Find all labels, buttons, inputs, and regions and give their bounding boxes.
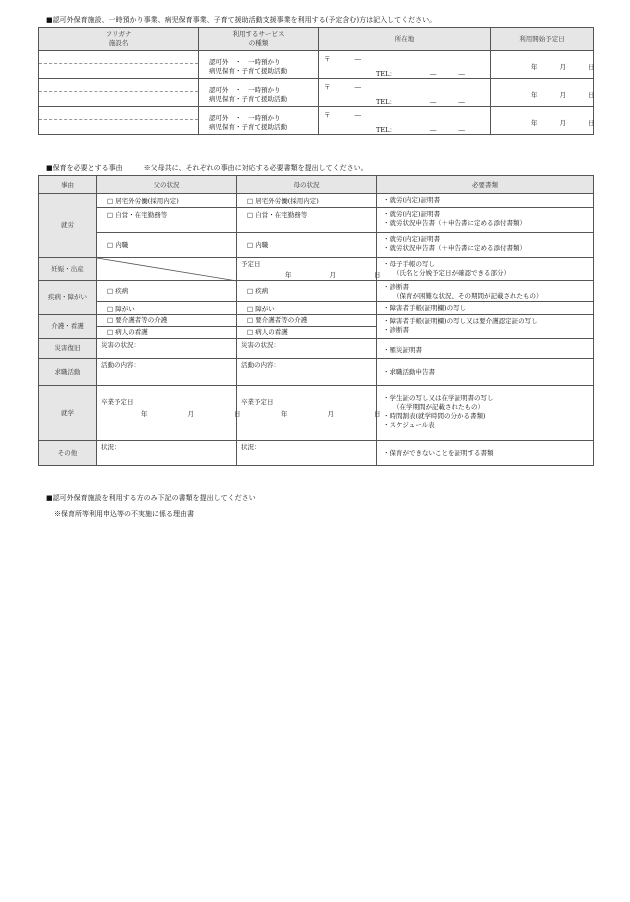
work-doc-1: ・就労(内定)証明書 — [377, 194, 594, 208]
facility-header-row — [39, 28, 594, 51]
facility-table — [38, 27, 594, 135]
father-illness-checkbox[interactable]: □ 疾病 — [97, 281, 237, 302]
other-row — [39, 441, 594, 466]
father-disability-checkbox[interactable]: □ 障がい — [97, 302, 237, 315]
facility-name-field[interactable] — [39, 51, 199, 79]
work-row — [39, 233, 594, 258]
mother-self-employed-checkbox[interactable]: □ 自営・在宅勤務等 — [237, 208, 377, 233]
mother-work-outside-checkbox[interactable]: □ 居宅外労働(採用内定) — [237, 194, 377, 208]
pregnancy-label: 妊娠・出産 — [39, 258, 97, 281]
mother-jobhunt-field[interactable]: 活動の内容： — [237, 359, 377, 386]
address-header: 所在地 — [319, 28, 491, 51]
disaster-row — [39, 339, 594, 359]
illness-label: 疾病・障がい — [39, 281, 97, 315]
mother-due-date-field[interactable]: 予定日 年 月 日 — [237, 258, 377, 281]
docs-header: 必要書類 — [377, 176, 594, 194]
address-field[interactable]: 〒 ― TEL： ― ― — [319, 79, 491, 107]
jobhunt-row — [39, 359, 594, 386]
pregnancy-row — [39, 258, 594, 281]
mother-graduation-date-field[interactable]: 卒業予定日 年 月 日 — [237, 386, 377, 441]
disaster-doc: ・罹災証明書 — [377, 339, 594, 359]
mother-other-field[interactable]: 状況： — [237, 441, 377, 466]
father-pregnancy-na — [97, 258, 237, 281]
work-row — [39, 194, 594, 208]
father-self-employed-checkbox[interactable]: □ 自営・在宅勤務等 — [97, 208, 237, 233]
start-date-header: 利用開始予定日 — [491, 28, 594, 51]
father-jobhunt-field[interactable]: 活動の内容： — [97, 359, 237, 386]
school-row — [39, 386, 594, 441]
facility-name-field[interactable] — [39, 79, 199, 107]
illness-row — [39, 302, 594, 315]
mother-illness-checkbox[interactable]: □ 疾病 — [237, 281, 377, 302]
care-doc: ・障害者手帳(証明欄)の写し又は要介護認定証の写し ・診断書 — [377, 315, 594, 339]
father-graduation-date-field[interactable]: 卒業予定日 年 月 日 — [97, 386, 237, 441]
facility-row — [39, 51, 594, 79]
father-disaster-field[interactable]: 災害の状況： — [97, 339, 237, 359]
facility-row — [39, 107, 594, 135]
facility-row — [39, 79, 594, 107]
service-type-field[interactable]: 認可外 ・ 一時預かり 病児保育・子育て援助活動 — [199, 51, 319, 79]
pregnancy-doc: ・母子手帳の写し （氏名と分娩予定日が確認できる部分） — [377, 258, 594, 281]
reason-header: 事由 — [39, 176, 97, 194]
reason-header-row — [39, 176, 594, 194]
work-doc-3: ・就労(内定)証明書 ・就労状況申告書（＋申告書に定める添付書類） — [377, 233, 594, 258]
school-doc: ・学生証の写し又は在学証明書の写し （在学期間が記載されたもの） ・時間割表(就学時間の分かる書類) ・スケジュール表 — [377, 386, 594, 441]
service-type-field[interactable]: 認可外 ・ 一時預かり 病児保育・子育て援助活動 — [199, 107, 319, 135]
work-doc-2: ・就労(内定)証明書 ・就労状況申告書（＋申告書に定める添付書類） — [377, 208, 594, 233]
diagonal-line — [97, 258, 237, 281]
mother-homework-checkbox[interactable]: □ 内職 — [237, 233, 377, 258]
mother-nursing-care-checkbox[interactable]: □ 要介護者等の介護 — [237, 315, 377, 327]
other-label: その他 — [39, 441, 97, 466]
start-date-field[interactable]: 年 月 日 — [491, 107, 594, 135]
mother-header: 母の状況 — [237, 176, 377, 194]
reason-table — [38, 175, 594, 466]
facility-name-field[interactable] — [39, 107, 199, 135]
work-label: 就労 — [39, 194, 97, 258]
facility-name-header: フリガナ 施設名 — [39, 28, 199, 51]
care-label: 介護・看護 — [39, 315, 97, 339]
father-work-outside-checkbox[interactable]: □ 居宅外労働(採用内定) — [97, 194, 237, 208]
mother-sick-care-checkbox[interactable]: □ 病人の看護 — [237, 327, 377, 339]
jobhunt-doc: ・求職活動申告書 — [377, 359, 594, 386]
start-date-field[interactable]: 年 月 日 — [491, 79, 594, 107]
address-field[interactable]: 〒 ― TEL： ― ― — [319, 107, 491, 135]
reason-docs-title: ■認可外保育施設を利用する方のみ下記の書類を提出してください — [46, 494, 256, 502]
illness-doc-2: ・障害者手帳(証明欄)の写し — [377, 302, 594, 315]
father-header: 父の状況 — [97, 176, 237, 194]
service-type-header: 利用するサービス の種類 — [199, 28, 319, 51]
school-label: 就学 — [39, 386, 97, 441]
illness-doc-1: ・診断書 （保育が困難な状況、その期間が記載されたもの） — [377, 281, 594, 302]
service-type-field[interactable]: 認可外 ・ 一時預かり 病児保育・子育て援助活動 — [199, 79, 319, 107]
mother-disability-checkbox[interactable]: □ 障がい — [237, 302, 377, 315]
mother-disaster-field[interactable]: 災害の状況： — [237, 339, 377, 359]
reason-docs-subtitle: ※保育所等利用申込等の不実施に係る理由書 — [54, 510, 194, 518]
father-sick-care-checkbox[interactable]: □ 病人の看護 — [97, 327, 237, 339]
work-row — [39, 208, 594, 233]
father-nursing-care-checkbox[interactable]: □ 要介護者等の介護 — [97, 315, 237, 327]
care-row — [39, 315, 594, 327]
illness-row — [39, 281, 594, 302]
address-field[interactable]: 〒 ― TEL： ― ― — [319, 51, 491, 79]
father-homework-checkbox[interactable]: □ 内職 — [97, 233, 237, 258]
jobhunt-label: 求職活動 — [39, 359, 97, 386]
start-date-field[interactable]: 年 月 日 — [491, 51, 594, 79]
father-other-field[interactable]: 状況： — [97, 441, 237, 466]
other-doc: ・保育ができないことを証明する書類 — [377, 441, 594, 466]
disaster-label: 災害復旧 — [39, 339, 97, 359]
facility-section-title: ■認可外保育施設、一時預かり事業、病児保育事業、子育て援助活動支援事業を利用する(予定含む)方は記入してください。 — [46, 16, 437, 24]
reason-section-title: ■保育を必要とする事由 ※父母共に、それぞれの事由に対応する必要書類を提出してください。 — [46, 164, 368, 172]
